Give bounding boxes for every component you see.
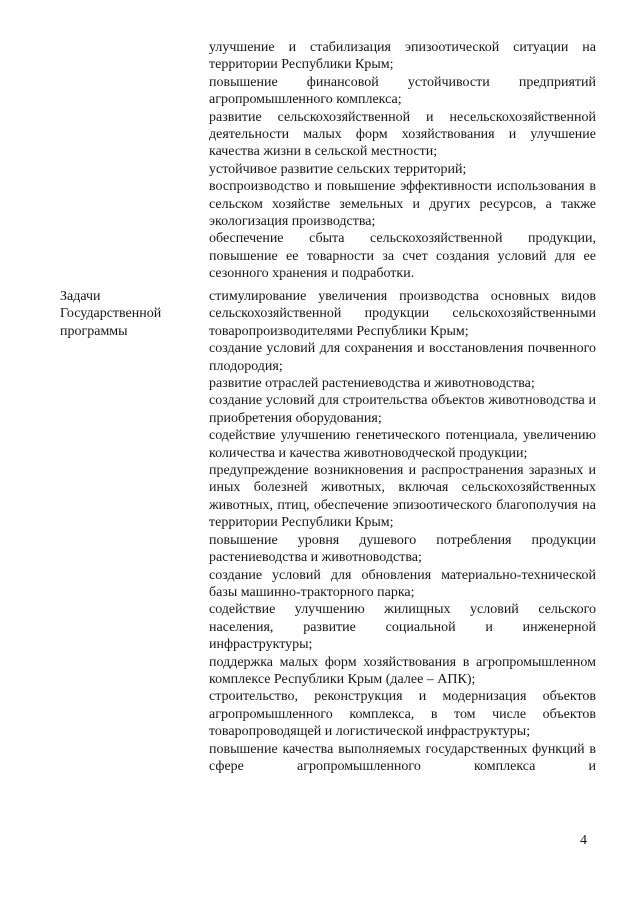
task-item: создание условий для обновления материально-технической базы машинно-тракторного парка;: [209, 567, 596, 600]
task-item: развитие отраслей растениеводства и животноводства;: [209, 376, 535, 392]
task-item: строительство, реконструкция и модернизация объектов агропромышленного комплекса, в том числе объектов товаропроводящей и логистической инфраструктуры;: [209, 689, 596, 740]
task-item: создание условий для сохранения и восстановления почвенного плодородия;: [209, 341, 596, 374]
task-item: стимулирование увеличения производства основных видов сельскохозяйственной продукции сельскохозяйственными товаропроизводителями Республики Крым;: [209, 289, 596, 339]
task-item: предупреждение возникновения и распространения заразных и иных болезней животных, включая сельскохозяйственных животных, птиц, обеспечение эпизоотического благополучия на территории Республики Крым;: [209, 463, 596, 531]
task-item: повышение уровня душевого потребления продукции растениеводства и животноводства;: [209, 532, 596, 566]
goal-item: обеспечение сбыта сельскохозяйственной продукции, повышение ее товарности за счет создания условий для ее сезонного хранения и подработки.: [209, 231, 596, 282]
tasks-list: [209, 288, 596, 775]
goal-item: воспроизводство и повышение эффективности использования в сельском хозяйстве земельных и других ресурсов, а также экологизация производства;: [209, 179, 596, 230]
goal-item: повышение финансовой устойчивости предприятий агропромышленного комплекса;: [209, 74, 596, 108]
tasks-label: Задачи Государственной программы: [60, 289, 162, 339]
task-item: поддержка малых форм хозяйствования в агропромышленном комплексе Республики Крым (далее – АПК);: [209, 654, 596, 687]
goals-continuation: [209, 39, 596, 283]
task-item: создание условий для строительства объектов животноводства и приобретения оборудования;: [209, 393, 596, 426]
goal-item: улучшение и стабилизация эпизоотической ситуации на территории Республики Крым;: [209, 40, 596, 73]
page-number: 4: [580, 833, 587, 848]
task-item: повышение качества выполняемых государственных функций в сфере агропромышленного комплекса и: [209, 741, 596, 774]
goal-item: устойчивое развитие сельских территорий;: [209, 161, 467, 177]
goal-item: развитие сельскохозяйственной и несельскохозяйственной деятельности малых форм хозяйствования и улучшение качества жизни в сельской местности;: [209, 109, 596, 160]
task-item: содействие улучшению генетического потенциала, увеличению количества и качества животноводческой продукции;: [209, 428, 596, 461]
task-item: содействие улучшению жилищных условий сельского населения, развитие социальной и инженерной инфраструктуры;: [209, 602, 596, 653]
